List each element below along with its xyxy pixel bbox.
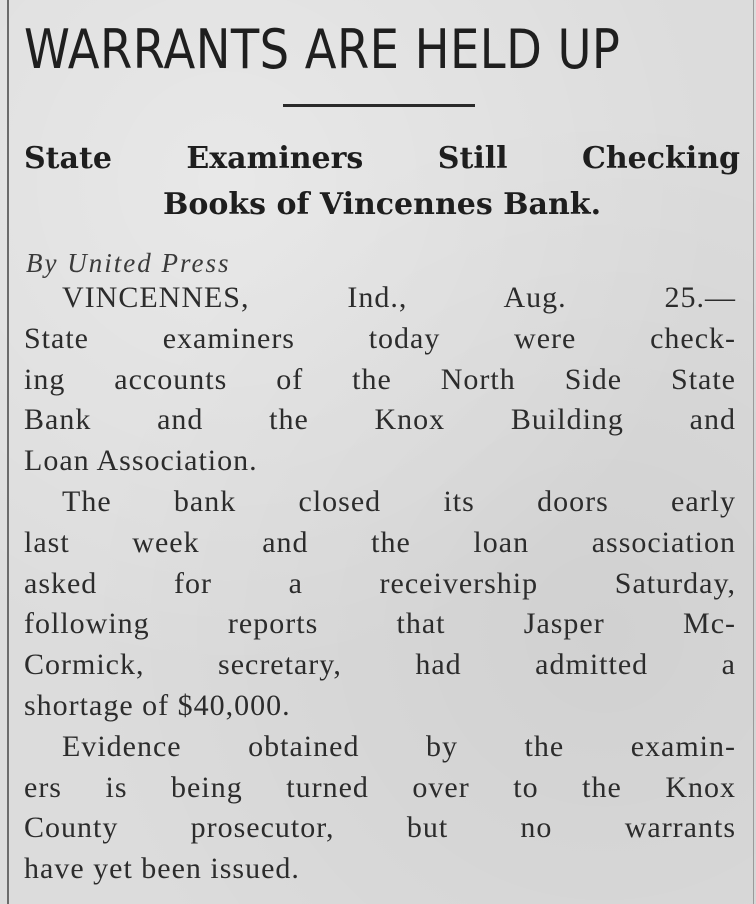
paragraph	[24, 482, 736, 727]
subheadline	[24, 136, 740, 228]
text-line: Loan Association.	[24, 444, 258, 478]
column-rule-right	[753, 0, 754, 904]
paragraph	[24, 278, 736, 482]
subheadline-line: State Examiners Still Checking	[24, 141, 740, 176]
text-line: shortage of $40,000.	[24, 688, 291, 722]
text-line: State examiners today were check-	[24, 321, 736, 355]
text-line: asked for a receivership Saturday,	[24, 566, 736, 600]
text-line: Evidence obtained by the examin-	[62, 729, 736, 763]
article-body	[24, 278, 736, 890]
text-line: The bank closed its doors early	[62, 484, 736, 518]
text-line: last week and the loan association	[24, 525, 736, 559]
text-line: Cormick, secretary, had admitted a	[24, 648, 736, 682]
text-line: ing accounts of the North Side State	[24, 362, 736, 396]
byline: By United Press	[26, 248, 231, 278]
text-line: Bank and the Knox Building and	[24, 403, 736, 437]
paragraph	[24, 727, 736, 890]
headline: WARRANTS ARE HELD UP	[24, 18, 621, 81]
text-line: following reports that Jasper Mc-	[24, 607, 736, 641]
text-line: ers is being turned over to the Knox	[24, 770, 736, 804]
subheadline-line: Books of Vincennes Bank.	[162, 187, 602, 222]
headline-divider	[283, 104, 475, 107]
text-line: VINCENNES, Ind., Aug. 25.—	[62, 281, 736, 314]
text-line: have yet been issued.	[24, 852, 300, 886]
text-line: County prosecutor, but no warrants	[24, 811, 736, 845]
column-rule-left	[7, 0, 9, 904]
